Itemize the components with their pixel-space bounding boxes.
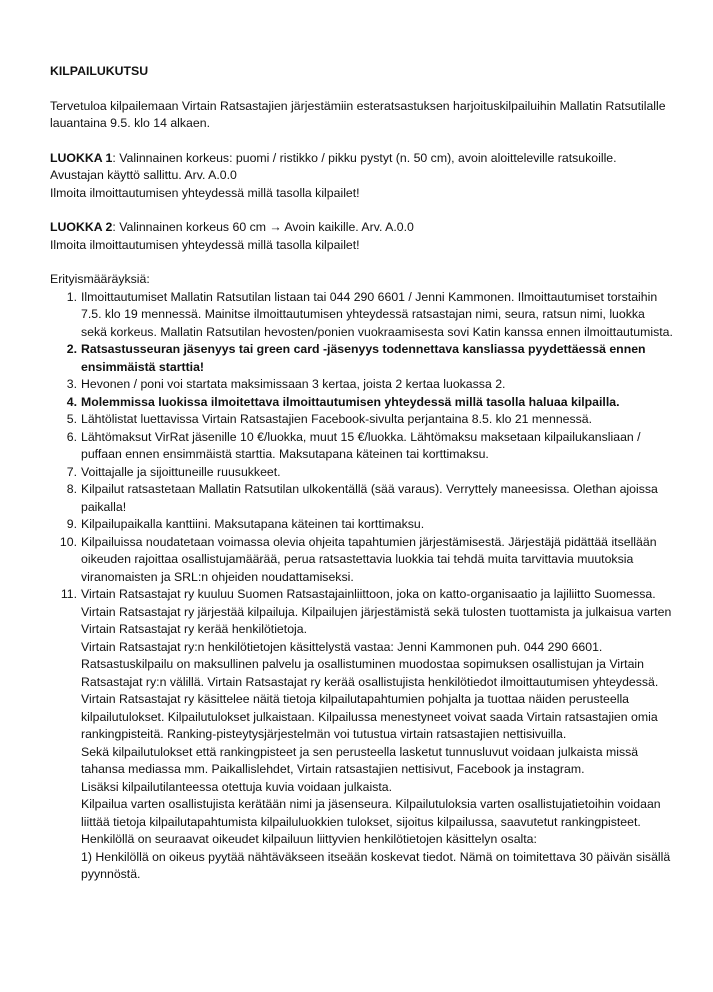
rule-11-paragraph: Kilpailua varten osallistujista kerätään nimi ja jäsenseura. Kilpailutuloksia varten osallistujatietoihin voidaan liittää tietoja kilpailutapahtumista kilpailuluokkien tulokset, sijoitus kilpailussa, saavutetut rankingpisteet. <box>81 797 661 829</box>
rule-item-7: 7. Voittajalle ja sijoittuneille ruusukkeet. <box>66 464 281 479</box>
rule-11-paragraph: Ratsastuskilpailu on maksullinen palvelu ja osallistuminen muodostaa sopimuksen osallistujan ja Virtain Ratsastajat ry:n välillä. Virtain Ratsastajat ry kerää osallistujista henkilötiedot ilmoittautumisen yhteydessä. Virtain Ratsastajat ry käsittelee näitä tietoja kilpailutapahtumien pohjalta ja tuottaa näiden perusteella kilpailutulokset. Kilpailutulokset julkaistaan. Kilpailussa menestyneet voivat saada Virtain ratsastajien omia rankingpisteitä. Ranking-pisteytysjärjestelmän voi tutustua virtain ratsastajien nettisivuilla. <box>81 657 659 741</box>
rule-item-4: 4. Molemmissa luokissa ilmoitettava ilmoittautumisen yhteydessä millä tasolla haluaa kilpailla. <box>66 394 620 409</box>
rule-11-paragraph: Virtain Ratsastajat ry kuuluu Suomen Ratsastajainliittoon, joka on katto-organisaatio ja lajiliitto Suomessa. Virtain Ratsastajat ry järjestää kilpailuja. Kilpailujen järjestämistä sekä tulosten tuottamista ja julkaisua varten Virtain Ratsastajat ry kerää henkilötietoja. <box>81 587 672 636</box>
rule-item-11: 11. Virtain Ratsastajat ry kuuluu Suomen Ratsastajainliittoon, joka on katto-organisaatio ja lajiliitto Suomessa. Virtain Ratsastajat ry järjestää kilpailuja. Kilpailujen järjestämistä sekä tulosten tuottamista ja julkaisua varten Virtain Ratsastajat ry kerää henkilötietoja. Virtain Ratsastajat ry:n henkilötietojen käsittelystä vastaa: Jenni Kammonen puh. 044 290 6601. Ratsastuskilpailu on maksullinen palvelu ja osallistuminen muodostaa sopimuksen osallistujan ja Virtain Ratsastajat ry:n välillä. Virtain Ratsastajat ry kerää osallistujista henkilötiedot ilmoittautumisen yhteydessä. Virtain Ratsastajat ry käsittelee näitä tietoja kilpailutapahtumien pohjalta ja tuottaa näiden perusteella kilpailutulokset. Kilpailutulokset julkaistaan. Kilpailussa menestyneet voivat saada Virtain ratsastajien omia rankingpisteitä. Ranking-pisteytysjärjestelmän voi tutustua virtain ratsastajien nettisivuilla. Sekä kilpailutulokset että rankingpisteet ja sen perusteella lasketut tunnusluvut voidaan julkaista missä tahansa mediassa mm. Paikallislehdet, Virtain ratsastajien nettisivut, Facebook ja instagram. Lisäksi kilpailutilanteessa otettuja kuvia voidaan julkaista. Kilpailua varten osallistujista kerätään nimi ja jäsenseura. Kilpailutuloksia varten osallistujatietoihin voidaan liittää tietoja kilpailutapahtumista kilpailuluokkien tulokset, sijoitus kilpailussa, saavutetut rankingpisteet. Henkilöllä on seuraavat oikeudet kilpailuun liittyvien henkilötietojen käsittelyn osalta: 1) Henkilöllä on oikeus pyytää nähtäväkseen itseään koskevat tiedot. Nämä on toimitettava 30 päivän sisällä pyynnöstä. <box>50 586 673 884</box>
class-1-description <box>50 150 673 185</box>
class-1-note: Ilmoita ilmoittautumisen yhteydessä millä tasolla kilpailet! <box>50 185 360 200</box>
document-title: KILPAILUKUTSU <box>50 64 149 78</box>
rule-item-5: 5. Lähtölistat luettavissa Virtain Ratsastajien Facebook-sivulta perjantaina 8.5. klo 21 mennessä. <box>66 412 593 426</box>
rules-list <box>50 289 673 884</box>
rule-11-paragraph: 1) Henkilöllä on oikeus pyytää nähtäväkseen itseään koskevat tiedot. Nämä on toimitettava 30 päivän sisällä pyynnöstä. <box>81 849 671 881</box>
rule-11-paragraph: Lisäksi kilpailutilanteessa otettuja kuvia voidaan julkaista. <box>81 779 393 794</box>
rule-item-6: 6. Lähtömaksut VirRat jäsenille 10 €/luokka, muut 15 €/luokka. Lähtömaksu maksetaan kilpailukansliaan / puffaan ennen ensimmäistä starttia. Maksutapana käteinen tai korttimaksu. <box>66 429 641 461</box>
rule-item-8: 8. Kilpailut ratsastetaan Mallatin Ratsutilan ulkokentällä (sää varaus). Verryttely maneesissa. Olethan ajoissa paikalla! <box>66 482 658 514</box>
class-2-text: : Valinnainen korkeus 60 cm → Avoin kaikille. Arv. A.0.0 <box>112 220 414 234</box>
rule-item-10: 10. Kilpailuissa noudatetaan voimassa olevia ohjeita tapahtumien järjestämisestä. Järjestäjä pidättää itsellään oikeuden rajoittaa osallistujamäärää, perua ratsastettavia luokkia tai tehdä muita tarvittavia muutoksia viranomaisten ja SRL:n ohjeiden noudattamiseksi. <box>59 534 657 584</box>
rule-11-paragraph: Henkilöllä on seuraavat oikeudet kilpailuun liittyvien henkilötietojen käsittelyn osalta: <box>81 832 537 846</box>
rule-item-2: 2. Ratsastusseuran jäsenyys tai green card -jäsenyys todennettava kansliassa pyydettäessä ennen ensimmäistä starttia! <box>66 342 646 374</box>
intro-paragraph: Tervetuloa kilpailemaan Virtain Ratsastajien järjestämiin esteratsastuksen harjoituskilpailuihin Mallatin Ratsutilalle lauantaina 9.5. klo 14 alkaen. <box>50 98 666 130</box>
class-2-section <box>50 219 673 254</box>
rule-item-3: 3. Hevonen / poni voi startata maksimissaan 3 kertaa, joista 2 kertaa luokassa 2. <box>66 377 506 391</box>
rule-11-paragraph: Sekä kilpailutulokset että rankingpisteet ja sen perusteella lasketut tunnusluvut voidaan julkaista missä tahansa mediassa mm. Paikallislehdet, Virtain ratsastajien nettisivut, Facebook ja instagram. <box>81 744 639 776</box>
rules-heading: Erityismääräyksiä: <box>50 272 150 286</box>
class-1-text: : Valinnainen korkeus: puomi / ristikko / pikku pystyt (n. 50 cm), avoin aloitteleville ratsukoille. Avustajan käyttö sallittu. Arv. A.0.0 <box>50 150 617 182</box>
class-1-label: LUOKKA 1 <box>50 150 113 165</box>
class-2-label: LUOKKA 2 <box>50 220 113 234</box>
rule-11-paragraph: Virtain Ratsastajat ry:n henkilötietojen käsittelystä vastaa: Jenni Kammonen puh. 044 290 6601. <box>81 639 603 654</box>
rule-item-1: 1. Ilmoittautumiset Mallatin Ratsutilan listaan tai 044 290 6601 / Jenni Kammonen. Ilmoittautumiset torstaihin 7.5. klo 19 mennessä. Mainitse ilmoittautumisen yhteydessä ratsastajan nimi, seura, ratsun nimi, luokka sekä korkeus. Mallatin Ratsutilan hevosten/ponien vuokraamisesta sovi Katin kanssa ennen ilmoittautumista. <box>66 289 673 339</box>
class-2-description <box>50 219 673 237</box>
rule-item-9: 9. Kilpailupaikalla kanttiini. Maksutapana käteinen tai korttimaksu. <box>66 517 425 531</box>
class-2-note: Ilmoita ilmoittautumisen yhteydessä millä tasolla kilpailet! <box>50 237 360 252</box>
class-1-section <box>50 150 673 203</box>
